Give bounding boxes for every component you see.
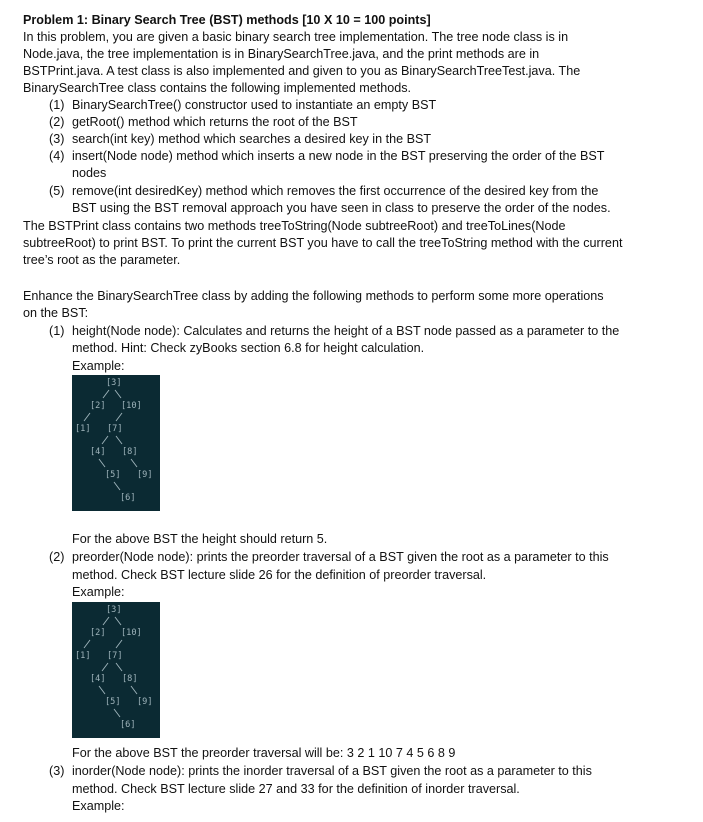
- list-item-continuation: BST using the BST removal approach you have seen in class to preserve the order of the nodes.: [72, 201, 611, 215]
- tree-edge: [116, 663, 122, 671]
- tree-node: [7]: [107, 424, 123, 434]
- task-line: method. Check BST lecture slide 26 for the definition of preorder traversal.: [72, 568, 487, 582]
- tree-node: [4]: [90, 674, 106, 684]
- tree-node: [3]: [106, 378, 122, 388]
- tree-node: [9]: [137, 470, 153, 480]
- task-result: For the above BST the preorder traversal will be: 3 2 1 10 7 4 5 6 8 9: [72, 746, 456, 760]
- tree-edge: [99, 686, 105, 694]
- tree-node: [1]: [75, 424, 91, 434]
- tree-edge: [114, 709, 120, 717]
- print-paragraph-line: The BSTPrint class contains two methods treeToString(Node subtreeRoot) and treeToLines(Node: [23, 219, 566, 233]
- tree-node: [10]: [121, 401, 142, 411]
- task-number: (3): [49, 764, 65, 778]
- tree-node: [6]: [120, 493, 136, 503]
- tree-node: [6]: [120, 720, 136, 730]
- tree-node: [2]: [90, 628, 106, 638]
- bst-example-terminal: [72, 375, 160, 511]
- enhance-paragraph-line: Enhance the BinarySearchTree class by adding the following methods to perform some more operations: [23, 289, 604, 303]
- print-paragraph-line: subtreeRoot) to print BST. To print the current BST you have to call the treeToString method with the current: [23, 236, 623, 250]
- list-number: (4): [49, 149, 65, 163]
- tree-edge: [103, 390, 109, 398]
- list-number: (1): [49, 98, 65, 112]
- example-label: Example:: [72, 359, 125, 373]
- tree-edge: [103, 617, 109, 625]
- task-number: (1): [49, 324, 65, 338]
- tree-edge: [99, 459, 105, 467]
- intro-line: BSTPrint.java. A test class is also implemented and given to you as BinarySearchTreeTest.java. The: [23, 64, 581, 78]
- tree-node: [3]: [106, 605, 122, 615]
- list-number: (3): [49, 132, 65, 146]
- tree-edge: [115, 617, 121, 625]
- tree-node: [7]: [107, 651, 123, 661]
- tree-edge: [84, 640, 90, 648]
- list-item: getRoot() method which returns the root of the BST: [72, 115, 358, 129]
- tree-node: [9]: [137, 697, 153, 707]
- bst-example-terminal: [72, 602, 160, 738]
- tree-node: [2]: [90, 401, 106, 411]
- tree-edge: [131, 686, 137, 694]
- tree-edge: [116, 436, 122, 444]
- print-paragraph-line: tree’s root as the parameter.: [23, 253, 181, 267]
- tree-edge: [115, 390, 121, 398]
- tree-edge: [102, 436, 108, 444]
- intro-line: In this problem, you are given a basic binary search tree implementation. The tree node class is in: [23, 30, 569, 44]
- tree-node: [1]: [75, 651, 91, 661]
- tree-node: [10]: [121, 628, 142, 638]
- task-number: (2): [49, 550, 65, 564]
- task-line: height(Node node): Calculates and returns the height of a BST node passed as a parameter to the: [72, 324, 620, 338]
- bst-tree-diagram: [72, 602, 160, 738]
- bst-tree-diagram: [72, 375, 160, 511]
- tree-node: [5]: [105, 470, 121, 480]
- list-item: remove(int desiredKey) method which removes the first occurrence of the desired key from the: [72, 184, 599, 198]
- list-number: (5): [49, 184, 65, 198]
- tree-edge: [114, 482, 120, 490]
- tree-edge: [116, 640, 122, 648]
- tree-edge: [116, 413, 122, 421]
- list-number: (2): [49, 115, 65, 129]
- tree-node: [4]: [90, 447, 106, 457]
- problem-title: Problem 1: Binary Search Tree (BST) methods [10 X 10 = 100 points]: [23, 13, 431, 27]
- tree-node: [5]: [105, 697, 121, 707]
- task-line: method. Hint: Check zyBooks section 6.8 for height calculation.: [72, 341, 425, 355]
- tree-edge: [84, 413, 90, 421]
- task-result: For the above BST the height should return 5.: [72, 532, 328, 546]
- example-label: Example:: [72, 799, 125, 813]
- tree-edge: [102, 663, 108, 671]
- example-label: Example:: [72, 585, 125, 599]
- list-item-continuation: nodes: [72, 166, 107, 180]
- list-item: insert(Node node) method which inserts a new node in the BST preserving the order of the BST: [72, 149, 605, 163]
- enhance-paragraph-line: on the BST:: [23, 306, 89, 320]
- task-line: preorder(Node node): prints the preorder traversal of a BST given the root as a parameter to this: [72, 550, 609, 564]
- tree-edge: [131, 459, 137, 467]
- tree-node: [8]: [122, 674, 138, 684]
- list-item: search(int key) method which searches a desired key in the BST: [72, 132, 432, 146]
- task-line: method. Check BST lecture slide 27 and 33 for the definition of inorder traversal.: [72, 782, 520, 796]
- intro-line: BinarySearchTree class contains the following implemented methods.: [23, 81, 412, 95]
- tree-node: [8]: [122, 447, 138, 457]
- intro-line: Node.java, the tree implementation is in BinarySearchTree.java, and the print methods are in: [23, 47, 540, 61]
- task-line: inorder(Node node): prints the inorder traversal of a BST given the root as a parameter to this: [72, 764, 592, 778]
- list-item: BinarySearchTree() constructor used to instantiate an empty BST: [72, 98, 437, 112]
